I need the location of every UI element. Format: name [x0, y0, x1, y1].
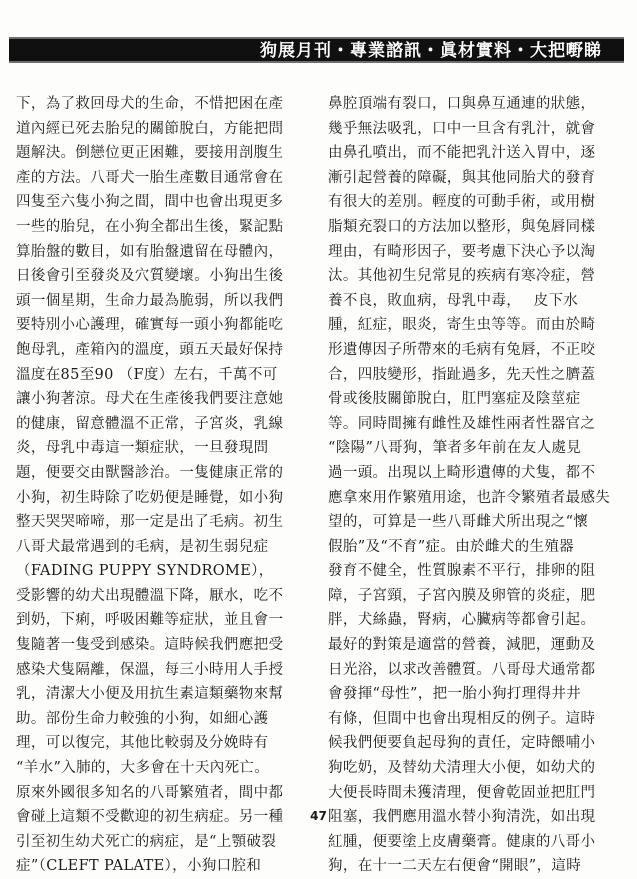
text-line: 汰。其他初生兒常見的疾病有寒冷症，營	[328, 268, 596, 285]
text-line: 到奶，下痢，呼吸困難等症狀，並且會一	[16, 612, 284, 629]
text-line: 合，四肢變形，指趾過多，先天性之臍蓋	[328, 366, 596, 383]
text-line: 形遺傳因子所帶來的毛病有兔唇，不正咬	[328, 341, 596, 358]
text-line: 八哥犬最常遇到的毛病，是初生弱兒症	[16, 538, 269, 555]
text-line: 讓小狗著涼。母犬在生產後我們要注意她	[16, 391, 284, 408]
text-line: 有很大的差別。輕度的可動手術，或用樹	[328, 194, 596, 211]
text-line: 頭一個星期，生命力最為脆弱，所以我們	[16, 292, 284, 309]
text-line: 日光浴，以求改善體質。八哥母犬通常都	[328, 661, 596, 678]
text-line: 狗吃奶，及替幼犬清理大小便，如幼犬的	[328, 760, 596, 777]
text-line: 飽母乳，產箱內的溫度，頭五天最好保持	[16, 341, 284, 358]
text-line: 症”（CLEFT PALATE），小狗口腔和	[16, 858, 262, 875]
text-line: 最好的對策是適當的營養，減肥，運動及	[328, 637, 596, 654]
text-line: 養不良，敗血病，母乳中毒， 皮下水	[328, 292, 579, 309]
text-line: 道內經已死去胎兒的關節脫白，方能把問	[16, 120, 284, 137]
text-line: 鼻腔頂端有裂口，口與鼻互通連的狀態，	[328, 96, 596, 112]
text-line: 發育不健全，性質腺素不平行，排卵的阻	[328, 563, 596, 580]
text-line: 幾乎無法吸乳，口中一旦含有乳汁，就會	[328, 120, 596, 137]
text-line: 等。同時間擁有雌性及雄性兩者性器官之	[328, 415, 596, 432]
text-line: 題解決。倒戀位更正困難，要接用剖腹生	[16, 145, 284, 162]
text-line: 產的方法。八哥犬一胎生產數目通常會在	[16, 169, 284, 186]
text-line: 脂類充裂口的方法加以整形，與兔唇同樣	[328, 218, 596, 235]
text-line: 腫，紅症，眼炎，寄生虫等等。而由於畸	[328, 317, 596, 334]
right-text-column	[328, 92, 622, 879]
text-line: 大便長時間未獲清理，便會乾固並把肛門	[328, 784, 596, 801]
header-banner	[9, 37, 624, 63]
text-line: 漸引起營養的障礙，與其他同胎犬的發育	[328, 169, 596, 186]
text-line: 受影響的幼犬出現體溫下降，厭水，吃不	[16, 587, 284, 604]
text-line: 隻隨著一隻受到感染。這時候我們應把受	[16, 637, 284, 654]
text-line: 過一頭。出現以上畸形遺傳的犬隻，都不	[328, 464, 596, 481]
text-line: （FADING PUPPY SYNDROME），	[16, 563, 274, 580]
text-line: 感染犬隻隔離，保溫，每三小時用人手授	[16, 661, 284, 678]
text-line: 胖，犬絲蟲，腎病，心臟病等都會引起。	[328, 612, 596, 629]
text-line: 假胎”及“不育”症。由於雌犬的生殖器	[328, 538, 575, 555]
text-line: 日後會引至發炎及穴質變壞。小狗出生後	[16, 268, 284, 285]
text-line: 阻塞，我們應用溫水替小狗清洗，如出現	[328, 809, 596, 826]
text-line: 助。部份生命力較強的小狗，如細心護	[16, 710, 269, 727]
text-line: 要特別小心護理，確實每一頭小狗都能吃	[16, 317, 284, 334]
text-line: 有條，但間中也會出現相反的例子。這時	[328, 710, 596, 727]
left-text-column	[16, 92, 308, 879]
text-line: 炎，母乳中毒這一類症狀，一旦發現問	[16, 440, 269, 457]
text-line: 應拿來用作繁殖用途，也許令繁殖者最感失	[328, 489, 611, 506]
text-line: 的健康，留意體溫不正常，子宮炎，乳線	[16, 415, 284, 432]
text-line: 整天哭哭啼啼，那一定是出了毛病。初生	[16, 514, 284, 531]
text-line: 由鼻孔噴出，而不能把乳汁送入胃中，逐	[328, 145, 596, 162]
text-line: 算胎盤的數目，如有胎盤遺留在母體內，	[16, 243, 284, 260]
text-line: 下，為了救回母犬的生命，不惜把困在產	[16, 96, 284, 112]
text-line: 望的，可算是一些八哥雌犬所出現之“懷	[328, 514, 589, 531]
text-line: “陰陽”八哥狗，筆者多年前在友人處見	[328, 440, 582, 457]
text-line: 會發揮“母性”，把一胎小狗打理得井井	[328, 686, 582, 703]
text-line: 引至初生幼犬死亡的病症，是“上顎破裂	[16, 833, 277, 850]
text-line: 小狗，初生時除了吃奶便是睡覺，如小狗	[16, 489, 284, 506]
text-line: 障，子宮頸，子宮內膜及卵管的炎症，肥	[328, 587, 596, 604]
text-line: 四隻至六隻小狗之間，間中也會出現更多	[16, 194, 284, 211]
text-line: 題，便要交由獸醫診治。一隻健康正常的	[16, 464, 284, 481]
text-line: 原來外國很多知名的八哥繁殖者，間中都	[16, 784, 284, 801]
text-line: 一些的胎兒，在小狗全都出生後，緊記點	[16, 218, 284, 235]
text-line: 紅腫，便要塗上皮膚藥膏。健康的八哥小	[328, 833, 596, 850]
header-title: 狗展月刊・專業諮訊・眞材實料・大把嘢睇	[260, 41, 602, 61]
text-line: 理，可以復完，其他比較弱及分娩時有	[16, 735, 269, 752]
text-line: 候我們便要負起母狗的責任，定時餵哺小	[328, 735, 596, 752]
text-line: “羊水”入肺的，大多會在十天內死亡。	[16, 760, 270, 777]
text-line: 狗，在十一二天左右便會“開眼”，這時	[328, 858, 582, 875]
text-line: 骨或後肢關節脫白，肛門塞症及陰莖症	[328, 391, 581, 408]
text-line: 理由，有畸形因子，要考慮下決心予以淘	[328, 243, 596, 260]
text-line: 溫度在85至90 （F度）左右，千萬不可	[16, 366, 278, 383]
page-number: 47	[310, 809, 327, 823]
text-line: 會碰上這類不受歡迎的初生病症。另一種	[16, 809, 284, 826]
text-line: 乳，清潔大小便及用抗生素這類藥物來幫	[16, 686, 284, 703]
